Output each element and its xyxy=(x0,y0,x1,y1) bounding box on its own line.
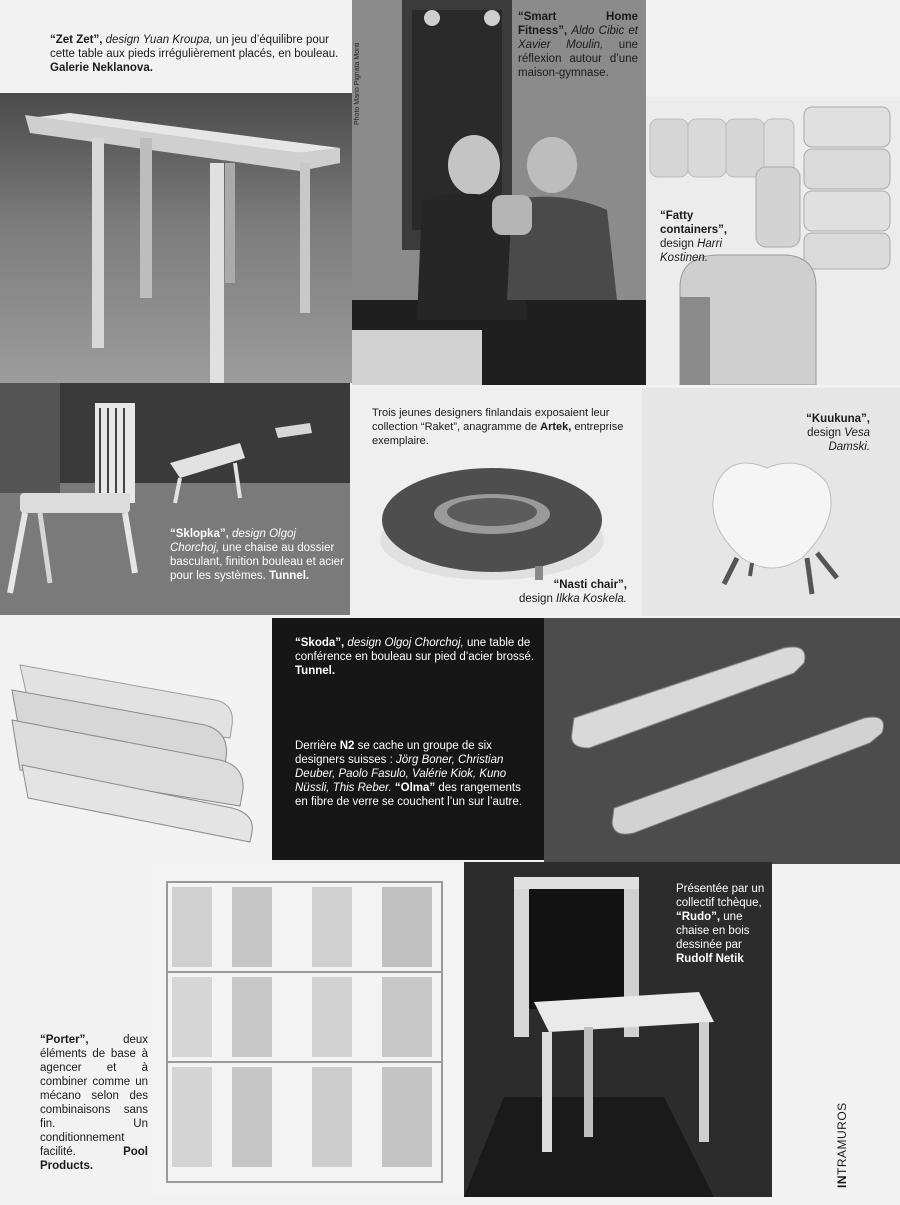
kuukuna-designer: Vesa Damski. xyxy=(828,427,870,453)
kuukuna-name: “Kuukuna”, xyxy=(806,413,870,425)
raket-text2: entreprise exemplaire. xyxy=(372,421,624,447)
skoda-caption xyxy=(295,636,535,678)
zetzet-caption xyxy=(50,33,345,75)
n2-brand: N2 xyxy=(339,740,355,752)
skoda-name: “Skoda”, xyxy=(295,637,345,649)
zetzet-photo xyxy=(0,93,352,383)
fatty-design-prefix: design xyxy=(660,238,694,250)
porter-caption xyxy=(40,1033,148,1173)
rudo-designer: Rudolf Netik xyxy=(676,953,744,965)
zetzet-designer: Yuan Kroupa, xyxy=(142,34,213,46)
nasti-caption xyxy=(512,578,627,606)
porter-photo xyxy=(152,862,464,1195)
nasti-name: “Nasti chair”, xyxy=(553,579,627,591)
fitness-name: “Smart Home Fitness”, xyxy=(518,11,638,37)
nasti-designer: Ilkka Koskela. xyxy=(556,593,627,605)
porter-gallery: Pool Products. xyxy=(40,1146,148,1172)
rudo-text: Présentée par un collectif tchèque, xyxy=(676,883,765,909)
sklopka-caption xyxy=(170,527,345,583)
sklopka-designer: design Olgoj Chorchoj, xyxy=(170,528,296,554)
n2-olma: “Olma” xyxy=(394,782,436,794)
fatty-designer: Harri Kostinen. xyxy=(660,238,723,264)
n2-text3: des rangements en fibre de verre se couchent l’un sur l’autre. xyxy=(295,782,522,808)
olma-photo xyxy=(0,620,272,858)
rudo-name: “Rudo”, xyxy=(676,911,721,923)
folio-rest: TRAMUROS xyxy=(835,1102,849,1175)
porter-name: “Porter”, xyxy=(40,1034,89,1046)
n2-designers: Jörg Boner, Christian Deuber, Paolo Fasulo, Valérie Kiok, Kuno Nüssli, This Reber. xyxy=(295,754,507,794)
skoda-designer: design Olgoj Chorchoj, xyxy=(347,637,464,649)
sklopka-gallery: Tunnel. xyxy=(269,570,310,582)
zetzet-name: “Zet Zet”, xyxy=(50,34,103,46)
rudo-caption xyxy=(676,882,768,966)
folio xyxy=(835,1102,849,1188)
skoda-gallery: Tunnel. xyxy=(295,665,336,677)
raket-caption xyxy=(372,406,640,448)
porter-text: deux éléments de base à agencer et à combiner comme un mécano selon des combinaisons sans fin. Un conditionnement facilité. xyxy=(40,1034,148,1158)
zetzet-design-prefix: design xyxy=(105,34,140,46)
zetzet-text: un jeu d’équilibre pour cette table aux pieds irrégulièrement placés, en bouleau. xyxy=(50,34,339,60)
fatty-name: “Fatty containers”, xyxy=(660,210,728,236)
sklopka-name: “Sklopka”, xyxy=(170,528,229,540)
photo-credit: Photo Mario Pignata Monti xyxy=(354,42,361,125)
fitness-caption xyxy=(518,10,638,80)
raket-brand: Artek, xyxy=(540,421,572,433)
sklopka-text: une chaise au dossier basculant, finition bouleau et acier pour les systèmes. xyxy=(170,542,344,582)
rudo-text2: une chaise en bois dessinée par xyxy=(676,911,750,951)
skoda-text: une table de conférence en bouleau sur pied d’acier brossé. xyxy=(295,637,535,663)
skoda-photo xyxy=(544,618,900,864)
fitness-designers: Aldo Cibic et Xavier Moulin, xyxy=(518,25,638,51)
fitness-text: une réflexion autour d’une maison-gymnase. xyxy=(518,39,638,79)
n2-text2: se cache un groupe de six designers suisses : xyxy=(295,740,492,766)
zetzet-gallery: Galerie Neklanova. xyxy=(50,62,153,74)
kuukuna-design-prefix: design xyxy=(807,427,841,439)
raket-text: Trois jeunes designers finlandais exposaient leur collection “Raket”, anagramme de xyxy=(372,407,610,433)
folio-bold: IN xyxy=(835,1175,849,1188)
n2-text: Derrière xyxy=(295,740,337,752)
kuukuna-caption xyxy=(770,412,870,454)
n2-caption xyxy=(295,739,531,809)
fatty-caption xyxy=(660,209,740,265)
nasti-design-prefix: design xyxy=(518,593,553,605)
